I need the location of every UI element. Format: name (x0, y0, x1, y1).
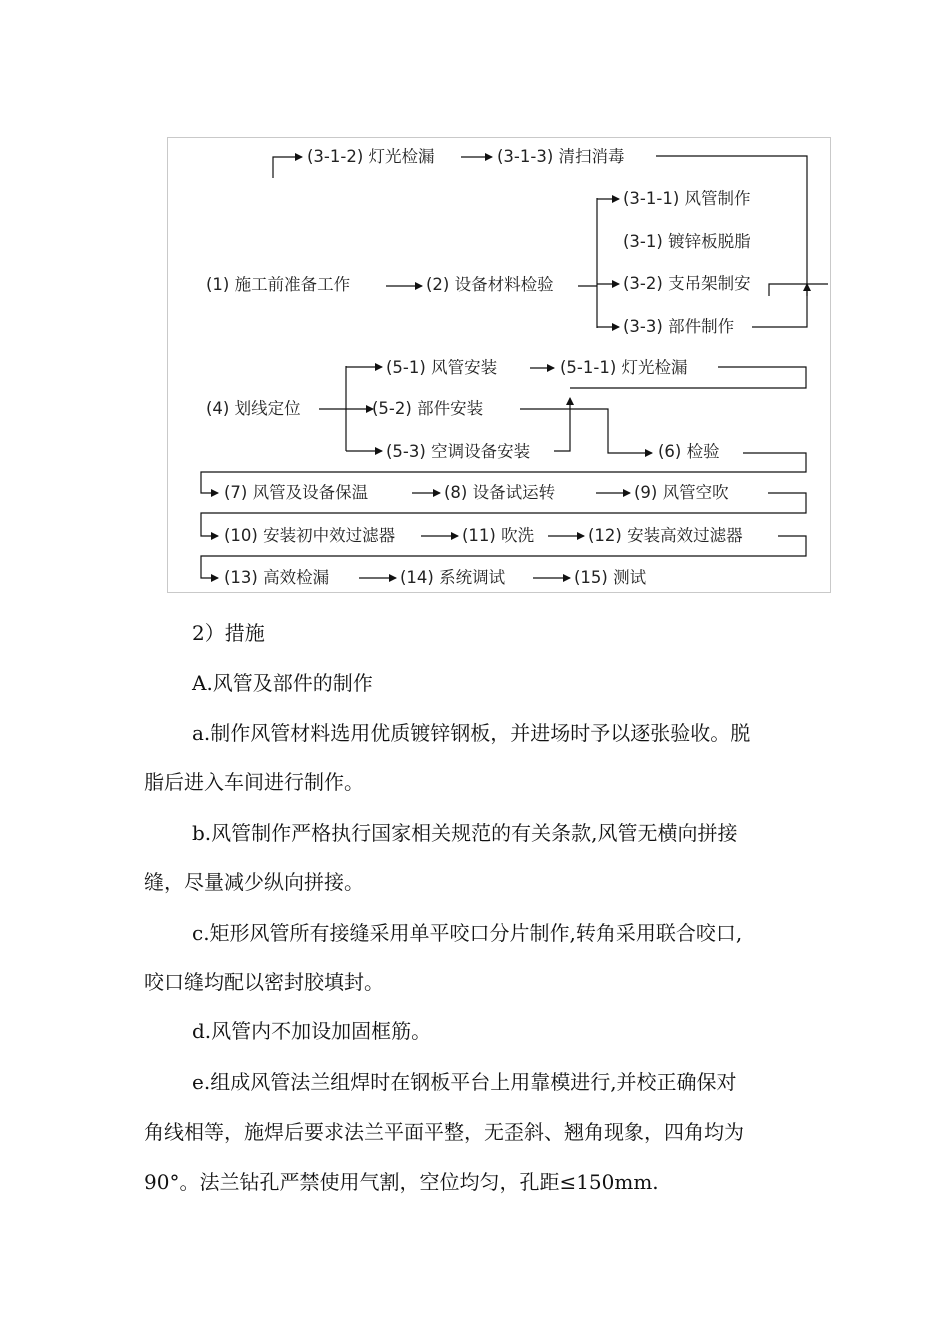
node-5-1-1: (5-1-1) 灯光检漏 (560, 358, 688, 377)
item-e-line-1: e.组成风管法兰组焊时在钢板平台上用靠模进行,并校正确保对 (192, 1070, 737, 1094)
node-5-1: (5-1) 风管安装 (386, 358, 498, 377)
node-8: (8) 设备试运转 (444, 483, 556, 502)
subsection-heading: A.风管及部件的制作 (192, 671, 373, 695)
node-6: (6) 检验 (658, 442, 720, 461)
node-7: (7) 风管及设备保温 (224, 483, 369, 502)
node-15: (15) 测试 (574, 568, 647, 587)
node-1: (1) 施工前准备工作 (206, 275, 351, 294)
node-3-1-1: (3-1-1) 风管制作 (623, 189, 751, 208)
node-10: (10) 安装初中效过滤器 (224, 526, 396, 545)
item-b-line-2: 缝，尽量减少纵向拼接。 (144, 870, 364, 894)
node-2: (2) 设备材料检验 (426, 275, 554, 294)
node-3-3: (3-3) 部件制作 (623, 317, 735, 336)
item-a-line-1: a.制作风管材料选用优质镀锌钢板，并进场时予以逐张验收。脱 (192, 721, 751, 745)
node-3-1-3: (3-1-3) 清扫消毒 (497, 147, 625, 166)
item-a-line-2: 脂后进入车间进行制作。 (144, 770, 364, 794)
node-5-3: (5-3) 空调设备安装 (386, 442, 531, 461)
item-e-line-3: 90°。法兰钻孔严禁使用气割，空位均匀，孔距≤150mm. (144, 1170, 659, 1194)
node-3-2: (3-2) 支吊架制安 (623, 274, 751, 293)
section-heading-measures: 2）措施 (192, 621, 265, 645)
node-9: (9) 风管空吹 (634, 483, 729, 502)
node-14: (14) 系统调试 (400, 568, 506, 587)
item-c-line-2: 咬口缝均配以密封胶填封。 (144, 970, 384, 994)
node-3-1-2: (3-1-2) 灯光检漏 (307, 147, 435, 166)
item-d: d.风管内不加设加固框筋。 (192, 1019, 432, 1043)
construction-flowchart (167, 137, 831, 593)
node-3-1: (3-1) 镀锌板脱脂 (623, 232, 751, 251)
node-11: (11) 吹洗 (462, 526, 535, 545)
item-e-line-2: 角线相等，施焊后要求法兰平面平整，无歪斜、翘角现象，四角均为 (144, 1120, 744, 1144)
node-12: (12) 安装高效过滤器 (588, 526, 743, 545)
node-5-2: (5-2) 部件安装 (372, 399, 484, 418)
node-13: (13) 高效检漏 (224, 568, 330, 587)
node-4: (4) 划线定位 (206, 399, 301, 418)
item-c-line-1: c.矩形风管所有接缝采用单平咬口分片制作,转角采用联合咬口, (192, 921, 743, 945)
item-b-line-1: b.风管制作严格执行国家相关规范的有关条款,风管无横向拼接 (192, 821, 738, 845)
